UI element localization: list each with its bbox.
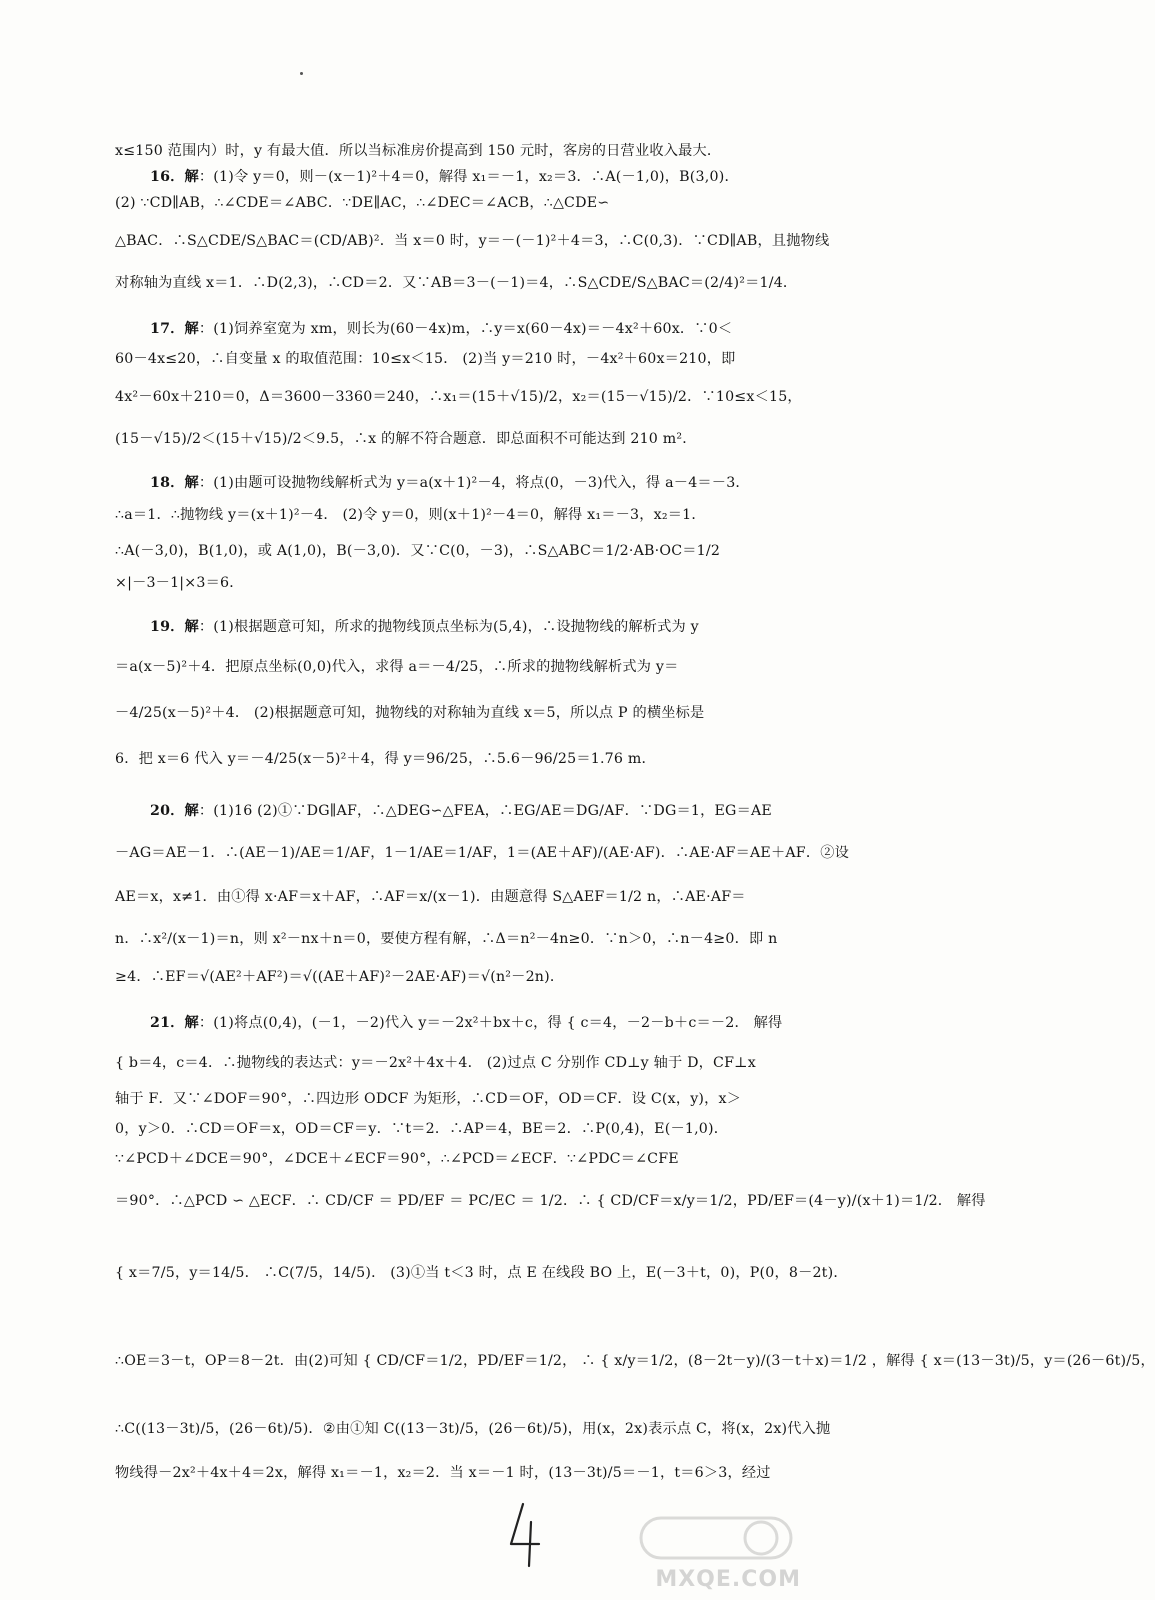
- question-19-line-3: －4/25(x－5)²＋4． (2)根据题意可知，抛物线的对称轴为直线 x＝5，所以点 P 的横坐标是: [115, 705, 705, 721]
- question-21-line-6: ＝90°．∴△PCD ∽ △ECF．∴ CD/CF ＝ PD/EF ＝ PC/EC ＝ 1/2．∴ { CD/CF＝x/y＝1/2，PD/EF＝(4－y)/(x＋1)＝1/2． 解得: [115, 1193, 986, 1209]
- question-18-line-1: 18．解：(1)由题可设抛物线解析式为 y＝a(x＋1)²－4，将点(0，－3)代入，得 a－4＝－3．: [150, 475, 750, 491]
- question-18-line-4: ×|－3－1|×3＝6．: [115, 575, 244, 591]
- question-21-line-5: ∵∠PCD＋∠DCE＝90°，∠DCE＋∠ECF＝90°，∴∠PCD＝∠ECF．∵∠PDC＝∠CFE: [115, 1151, 679, 1167]
- question-21-line-9: ∴C((13－3t)/5，(26－6t)/5)．②由①知 C((13－3t)/5，(26－6t)/5)，用(x，2x)表示点 C，将(x，2x)代入抛: [115, 1421, 831, 1437]
- question-19-line-2: ＝a(x－5)²＋4．把原点坐标(0,0)代入，求得 a＝－4/25，∴所求的抛物线解析式为 y＝: [115, 659, 679, 675]
- watermark-text: MXQE.COM: [655, 1567, 801, 1592]
- question-21-line-2: { b＝4，c＝4．∴抛物线的表达式：y＝－2x²＋4x＋4． (2)过点 C 分别作 CD⊥y 轴于 D，CF⊥x: [115, 1055, 756, 1071]
- text-line-1: x≤150 范围内）时，y 有最大值．所以当标准房价提高到 150 元时，客房的日营业收入最大．: [115, 143, 722, 159]
- question-19-line-4: 6．把 x＝6 代入 y＝－4/25(x－5)²＋4，得 y＝96/25，∴5.6－96/25＝1.76 m．: [115, 751, 656, 767]
- question-20-line-3: AE＝x，x≠1．由①得 x·AF＝x＋AF，∴AF＝x/(x－1)．由题意得 S△AEF＝1/2 n，∴AE·AF＝: [115, 889, 746, 905]
- question-19-line-1: 19．解：(1)根据题意可知，所求的抛物线顶点坐标为(5,4)，∴设抛物线的解析式为 y: [150, 619, 699, 635]
- watermark-icon: [601, 1512, 801, 1564]
- question-17-line-4: (15－√15)/2＜(15＋√15)/2＜9.5，∴x 的解不符合题意．即总面积不可能达到 210 m²．: [115, 431, 697, 447]
- scan-speck: [300, 72, 303, 75]
- question-number: 18．解: [150, 475, 199, 491]
- question-21-line-3: 轴于 F．又∵∠DOF＝90°，∴四边形 ODCF 为矩形，∴CD＝OF，OD＝CF．设 C(x，y)，x＞: [115, 1091, 742, 1107]
- question-21-line-1: 21．解：(1)将点(0,4)，(－1，－2)代入 y＝－2x²＋bx＋c，得 { c＝4，－2－b＋c＝－2． 解得: [150, 1015, 783, 1031]
- question-21-line-8: ∴OE＝3－t，OP＝8－2t．由(2)可知 { CD/CF＝1/2，PD/EF＝1/2， ∴ { x/y＝1/2，(8－2t－y)/(3－t＋x)＝1/2 ，解得 { x＝(13－3t)/5，y＝(26－6t)/5，: [115, 1353, 1155, 1369]
- question-17-line-2: 60－4x≤20，∴自变量 x 的取值范围：10≤x＜15． (2)当 y＝210 时，－4x²＋60x＝210，即: [115, 351, 736, 367]
- question-21-line-7: { x＝7/5，y＝14/5． ∴C(7/5，14/5)． (3)①当 t＜3 时，点 E 在线段 BO 上，E(－3＋t，0)，P(0，8－2t)．: [115, 1265, 848, 1281]
- question-16-line-4: 对称轴为直线 x＝1．∴D(2,3)，∴CD＝2．又∵AB＝3－(－1)＝4，∴S△CDE/S△BAC＝(2/4)²＝1/4．: [115, 275, 798, 291]
- question-number: 19．解: [150, 619, 199, 635]
- question-17-line-1: 17．解：(1)饲养室宽为 xm，则长为(60－4x)m，∴y＝x(60－4x)＝－4x²＋60x．∵0＜: [150, 321, 733, 337]
- handwritten-page-number: [505, 1500, 545, 1570]
- question-number: 21．解: [150, 1015, 199, 1031]
- question-18-line-2: ∴a＝1．∴抛物线 y＝(x＋1)²－4． (2)令 y＝0，则(x＋1)²－4＝0，解得 x₁＝－3，x₂＝1．: [115, 507, 706, 523]
- question-20-line-5: ≥4．∴EF＝√(AE²＋AF²)＝√((AE＋AF)²－2AE·AF)＝√(n²－2n)．: [115, 969, 565, 985]
- question-21-line-4: 0，y＞0．∴CD＝OF＝x，OD＝CF＝y．∵t＝2．∴AP＝4，BE＝2．∴P(0,4)，E(－1,0)．: [115, 1121, 729, 1137]
- watermark-logo: [601, 1512, 801, 1592]
- question-20-line-4: n．∴x²/(x－1)＝n，则 x²－nx＋n＝0，要使方程有解，∴Δ＝n²－4n≥0．∵n＞0，∴n－4≥0．即 n: [115, 931, 778, 947]
- question-number: 17．解: [150, 321, 199, 337]
- question-number: 16．解: [150, 169, 199, 185]
- question-20-line-2: －AG＝AE－1．∴(AE－1)/AE＝1/AF，1－1/AE＝1/AF，1＝(AE＋AF)/(AE·AF)．∴AE·AF＝AE＋AF．②设: [115, 845, 850, 861]
- question-16-line-3: △BAC．∴S△CDE/S△BAC＝(CD/AB)²．当 x＝0 时，y＝－(－1)²＋4＝3，∴C(0,3)．∵CD∥AB，且抛物线: [115, 233, 830, 249]
- question-20-line-1: 20．解：(1)16 (2)①∵DG∥AF，∴△DEG∽△FEA，∴EG/AE＝DG/AF．∵DG＝1，EG＝AE: [150, 803, 772, 819]
- question-21-line-10: 物线得－2x²＋4x＋4＝2x，解得 x₁＝－1，x₂＝2．当 x＝－1 时，(13－3t)/5＝－1，t＝6＞3，经过: [115, 1465, 771, 1481]
- question-18-line-3: ∴A(－3,0)，B(1,0)，或 A(1,0)，B(－3,0)．又∵C(0，－3)，∴S△ABC＝1/2·AB·OC＝1/2: [115, 543, 721, 559]
- question-17-line-3: 4x²－60x＋210＝0，Δ＝3600－3360＝240，∴x₁＝(15＋√15)/2，x₂＝(15－√15)/2．∵10≤x＜15，: [115, 389, 802, 405]
- question-16-line-1: 16．解：(1)令 y＝0，则－(x－1)²＋4＝0，解得 x₁＝－1，x₂＝3．∴A(－1,0)，B(3,0)．: [150, 169, 739, 185]
- question-number: 20．解: [150, 803, 199, 819]
- question-16-line-2: (2) ∵CD∥AB，∴∠CDE＝∠ABC．∵DE∥AC，∴∠DEC＝∠ACB，∴△CDE∽: [115, 195, 610, 211]
